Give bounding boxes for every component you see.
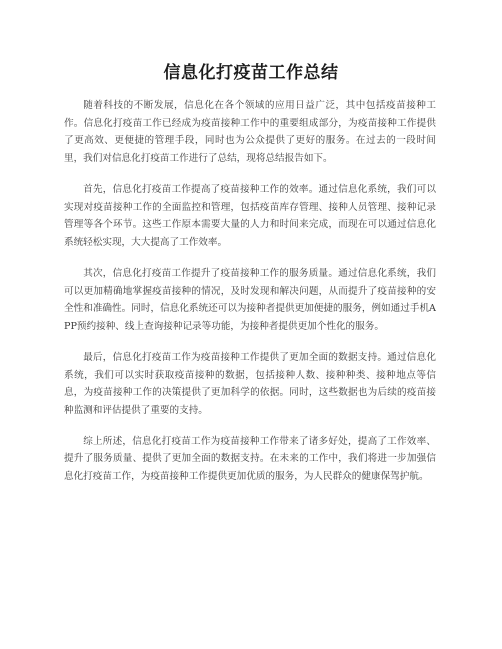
paragraph-5: 综上所述，信息化打疫苗工作为疫苗接种工作带来了诸多好处，提高了工作效率、提升了服务质量、提供了更加全面的数据支持。在未来的工作中，我们将进一步加强信息化打疫苗工作，为疫苗接种工作提供更加优质的服务，为人民群众的健康保驾护航。 [64,435,436,483]
paragraph-4: 最后，信息化打疫苗工作为疫苗接种工作提供了更加全面的数据支持。通过信息化系统，我们可以实时获取疫苗接种的数据，包括接种人数、接种种类、接种地点等信息，为疫苗接种工作的决策提供了更加科学的依据。同时，这些数据也为后续的疫苗接种监测和评估提供了重要的支持。 [64,351,436,416]
document-body [64,97,436,499]
paragraph-2: 首先，信息化打疫苗工作提高了疫苗接种工作的效率。通过信息化系统，我们可以实现对疫苗接种工作的全面监控和管理，包括疫苗库存管理、接种人员管理、接种记录管理等各个环节。这些工作原本需要大量的人力和时间来完成，而现在可以通过信息化系统轻松实现，大大提高了工作效率。 [64,183,436,248]
paragraph-1: 随着科技的不断发展，信息化在各个领域的应用日益广泛，其中包括疫苗接种工作。信息化打疫苗工作已经成为疫苗接种工作中的重要组成部分，为疫苗接种工作提供了更高效、更便捷的管理手段，同时也为公众提供了更好的服务。在过去的一段时间里，我们对信息化打疫苗工作进行了总结，现将总结报告如下。 [64,100,436,164]
paragraph-3: 其次，信息化打疫苗工作提升了疫苗接种工作的服务质量。通过信息化系统，我们可以更加精确地掌握疫苗接种的情况，及时发现和解决问题，从而提升了疫苗接种的安全性和准确性。同时，信息化系统还可以为接种者提供更加便捷的服务，例如通过手机APP预约接种、线上查询接种记录等功能，为接种者提供更加个性化的服务。 [64,267,436,332]
document-title: 信息化打疫苗工作总结 [163,63,339,83]
